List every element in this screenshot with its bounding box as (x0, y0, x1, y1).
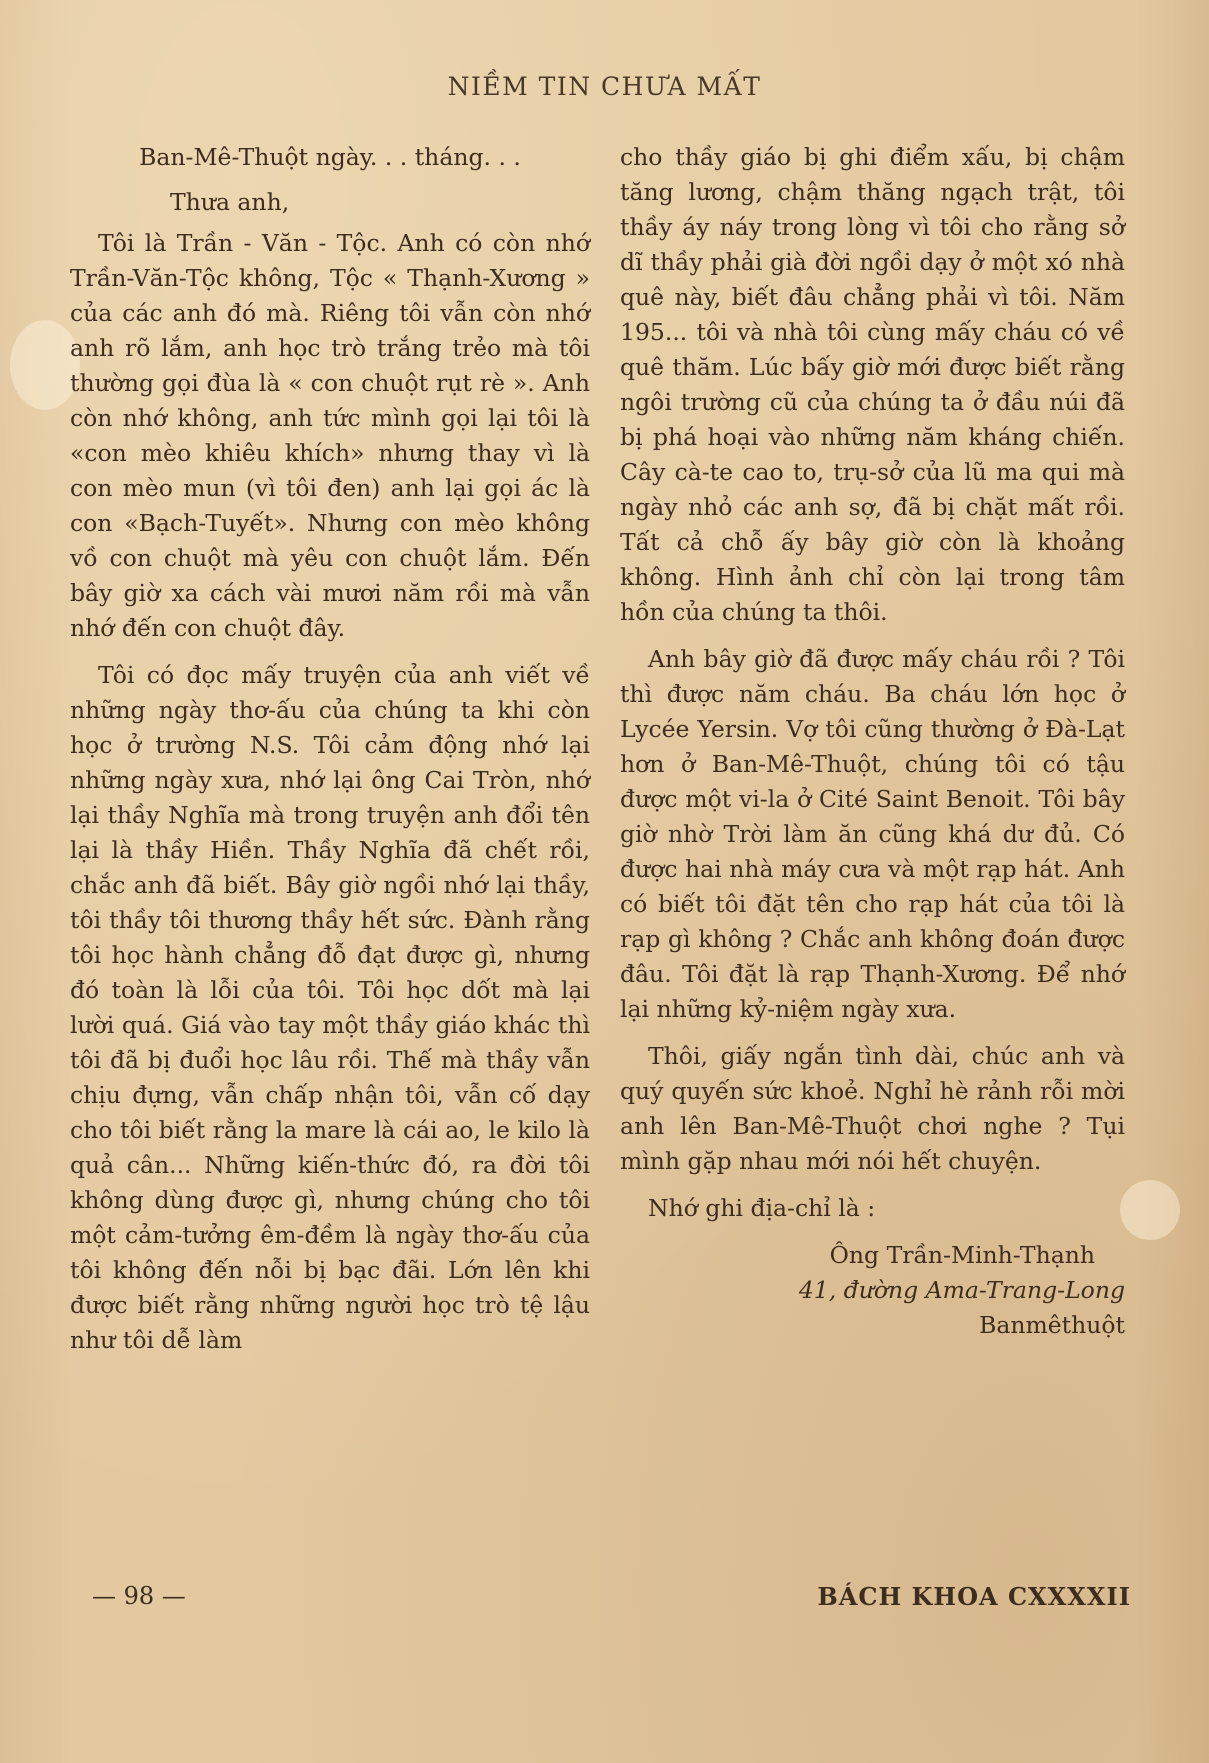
paragraph: Thôi, giấy ngắn tình dài, chúc anh và quý quyến sức khoẻ. Nghỉ hè rảnh rỗi mời anh lên Ban-Mê-Thuột chơi nghe ? Tụi mình gặp nhau mới nói hết chuyện. (620, 1042, 1125, 1175)
paragraph: cho thầy giáo bị ghi điểm xấu, bị chậm tăng lương, chậm thăng ngạch trật, tôi thầy áy náy trong lòng vì tôi cho rằng sở dĩ thầy phải già đời ngồi dạy ở một xó nhà quê này, biết đâu chẳng phải vì tôi. Năm 195... tôi và nhà tôi cùng mấy cháu có về quê thăm. Lúc bấy giờ mới được biết rằng ngôi trường cũ của chúng ta ở đầu núi đã bị phá hoại vào những năm kháng chiến. Cây cà-te cao to, trụ-sở của lũ ma qui mà ngày nhỏ các anh sợ, đã bị chặt mất rồi. Tất cả chỗ ấy bây giờ còn là khoảng không. Hình ảnh chỉ còn lại trong tâm hồn của chúng ta thôi. (620, 143, 1125, 626)
left-column (70, 140, 590, 1370)
paragraph: Tôi có đọc mấy truyện của anh viết về những ngày thơ-ấu của chúng ta khi còn học ở trường N.S. Tôi cảm động nhớ lại những ngày xưa, nhớ lại ông Cai Tròn, nhớ lại thầy Nghĩa mà trong truyện anh đổi tên lại là thầy Hiền. Thầy Nghĩa đã chết rồi, chắc anh đã biết. Bây giờ ngồi nhớ lại thầy, tôi thầy tôi thương thầy hết sức. Đành rằng tôi học hành chẳng đỗ đạt được gì, nhưng đó toàn là lỗi của tôi. Tôi học dốt mà lại lười quá. Giá vào tay một thầy giáo khác thì tôi đã bị đuổi học lâu rồi. Thế mà thầy vẫn chịu đựng, vẫn chấp nhận tôi, vẫn cố dạy cho tôi biết rằng la mare là cái ao, le kilo là quả cân... Những kiến-thức đó, ra đời tôi không dùng được gì, nhưng chúng cho tôi một cảm-tưởng êm-đềm là ngày thơ-ấu của tôi không đến nỗi bị bạc đãi. Lớn lên khi được biết rằng những người học trò tệ lậu như tôi dễ làm (70, 661, 590, 1354)
paragraph: Tôi là Trần - Văn - Tộc. Anh có còn nhớ Trần-Văn-Tộc không, Tộc « Thạnh-Xương » của các anh đó mà. Riêng tôi vẫn còn nhớ anh rõ lắm, anh học trò trắng trẻo mà tôi thường gọi đùa là « con chuột rụt rè ». Anh còn nhớ không, anh tức mình gọi lại tôi là «con mèo khiêu khích» nhưng thay vì là con mèo mun (vì tôi đen) anh lại gọi ác là con «Bạch-Tuyết». Nhưng con mèo không vồ con chuột mà yêu con chuột lắm. Đến bây giờ xa cách vài mươi năm rồi mà vẫn nhớ đến con chuột đây. (70, 229, 590, 642)
salutation: Thưa anh, (170, 188, 290, 216)
running-title: NIỀM TIN CHƯA MẤT (447, 72, 762, 101)
paragraph: Anh bây giờ đã được mấy cháu rồi ? Tôi thì được năm cháu. Ba cháu lớn học ở Lycée Yersin. Vợ tôi cũng thường ở Đà-Lạt hơn ở Ban-Mê-Thuột, chúng tôi có tậu được một vi-la ở Cité Saint Benoit. Tôi bây giờ nhờ Trời làm ăn cũng khá dư đủ. Có được hai nhà máy cưa và một rạp hát. Anh có biết tôi đặt tên cho rạp hát của tôi là rạp gì không ? Chắc anh không đoán được đâu. Tôi đặt là rạp Thạnh-Xương. Để nhớ lại những kỷ-niệm ngày xưa. (620, 645, 1125, 1023)
signature-city: Banmêthuột (979, 1311, 1125, 1339)
address-intro: Nhớ ghi địa-chỉ là : (648, 1194, 876, 1222)
page-number: — 98 — (92, 1582, 186, 1610)
paper-stain (1120, 1180, 1180, 1240)
signature-street: 41, đường Ama-Trang-Long (798, 1276, 1125, 1304)
publication-name: BÁCH KHOA CXXXXII (817, 1582, 1131, 1611)
dateline: Ban-Mê-Thuột ngày. . . tháng. . . (139, 143, 521, 171)
signature-name: Ông Trần-Minh-Thạnh (829, 1241, 1095, 1269)
right-column (620, 140, 1125, 1343)
